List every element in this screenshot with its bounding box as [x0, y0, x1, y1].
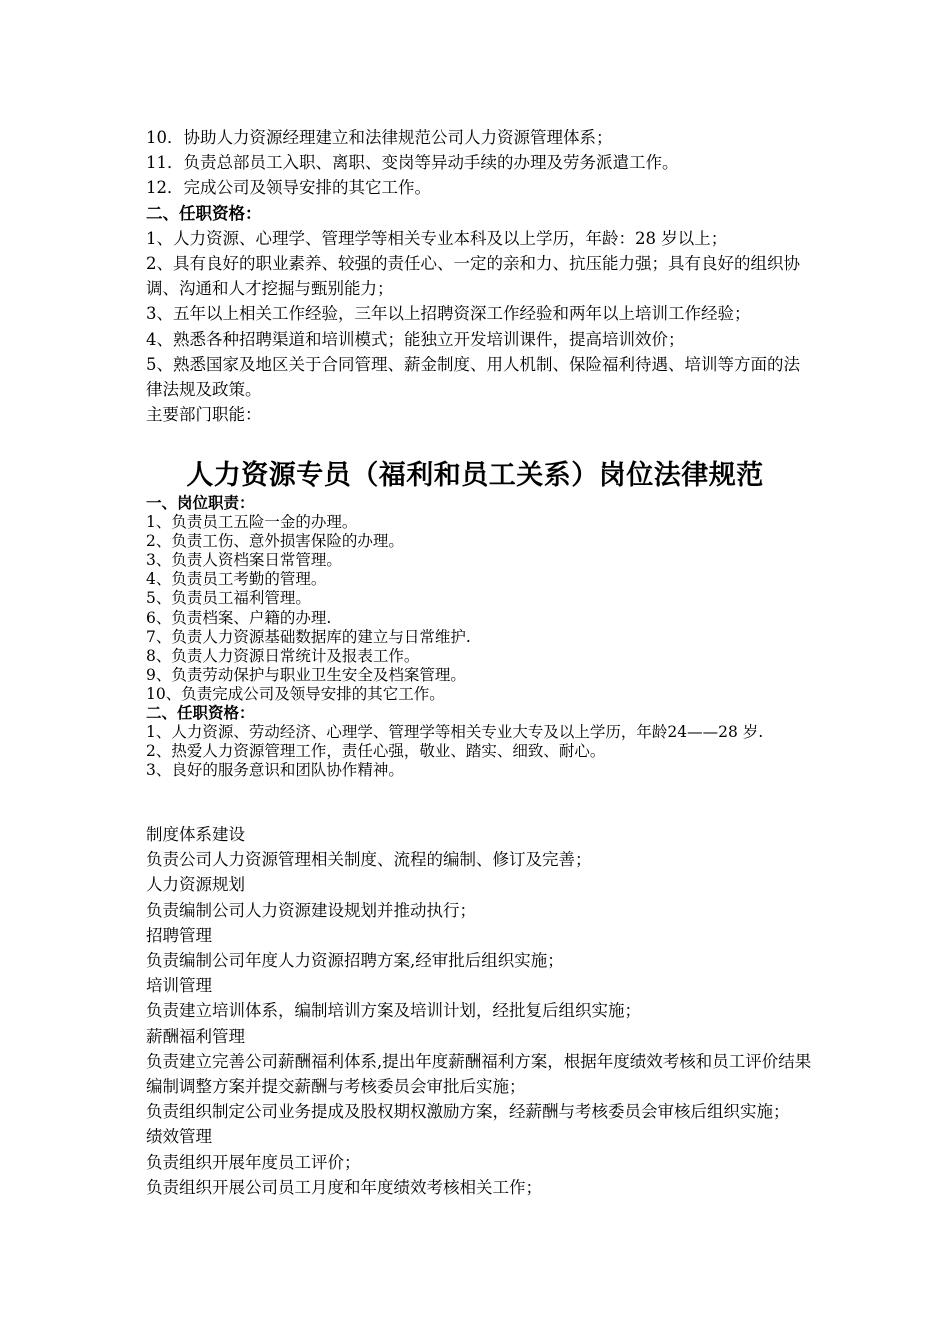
duty-item: 5、负责员工福利管理。: [146, 589, 311, 608]
duty-item: 3、负责人资档案日常管理。: [146, 551, 342, 570]
function-text: 负责组织制定公司业务提成及股权期权激励方案，经薪酬与考核委员会审核后组织实施；: [146, 1102, 790, 1122]
function-text: 负责组织开展公司员工月度和年度绩效考核相关工作；: [146, 1177, 542, 1197]
function-text: 负责组织开展年度员工评价；: [146, 1152, 361, 1172]
function-heading: 招聘管理: [146, 925, 212, 945]
function-text: 负责公司人力资源管理相关制度、流程的编制、修订及完善；: [146, 850, 592, 870]
function-heading: 薪酬福利管理: [146, 1026, 245, 1046]
section-job-duties-continued: [146, 125, 814, 427]
function-text: 负责建立完善公司薪酬福利体系,提出年度薪酬福利方案，根据年度绩效考核和员工评价结果编制调整方案并提交薪酬与考核委员会审批后实施；: [146, 1051, 812, 1097]
qualification-item: 2、热爱人力资源管理工作，责任心强，敬业、踏实、细致、耐心。: [146, 742, 606, 761]
function-heading: 绩效管理: [146, 1127, 212, 1147]
function-text: 负责编制公司人力资源建设规划并推动执行；: [146, 900, 476, 920]
duty-item-12: 12．完成公司及领导安排的其它工作。: [146, 178, 431, 198]
duty-item: 8、负责人力资源日常统计及报表工作。: [146, 646, 420, 665]
qualifications-heading: 二、任职资格：: [146, 203, 262, 223]
qualification-item-3: 3、五年以上相关工作经验，三年以上招聘资深工作经验和两年以上培训工作经验；: [146, 304, 751, 324]
function-heading: 培训管理: [146, 976, 212, 996]
section-department-functions: [146, 822, 814, 1200]
function-text: 负责建立培训体系，编制培训方案及培训计划，经批复后组织实施；: [146, 1001, 641, 1021]
qualifications-heading: 二、任职资格：: [146, 704, 255, 723]
qualification-item-5: 5、熟悉国家及地区关于合同管理、薪金制度、用人机制、保险福利待遇、培训等方面的法律法规及政策。: [146, 354, 800, 400]
duty-item: 7、负责人力资源基础数据库的建立与日常维护.: [146, 627, 471, 646]
qualification-item: 1、人力资源、劳动经济、心理学、管理学等相关专业大专及以上学历，年龄24——28 岁.: [146, 723, 764, 742]
duty-item: 4、负责员工考勤的管理。: [146, 570, 327, 589]
qualification-item: 3、良好的服务意识和团队协作精神。: [146, 761, 404, 780]
function-text: 负责编制公司年度人力资源招聘方案,经审批后组织实施；: [146, 951, 564, 971]
duty-item: 6、负责档案、户籍的办理.: [146, 608, 332, 627]
function-heading: 人力资源规划: [146, 875, 245, 895]
duty-item-11: 11．负责总部员工入职、离职、变岗等异动手续的办理及劳务派遣工作。: [146, 153, 679, 173]
department-functions-label: 主要部门职能：: [146, 405, 262, 425]
job-duties-heading: 一、岗位职责：: [146, 494, 255, 512]
duty-item: 9、负责劳动保护与职业卫生安全及档案管理。: [146, 665, 466, 684]
qualification-item-2: 2、具有良好的职业素养、较强的责任心、一定的亲和力、抗压能力强；具有良好的组织协调、沟通和人才挖掘与甄别能力；: [146, 254, 800, 299]
duty-item-10: 10．协助人力资源经理建立和法律规范公司人力资源管理体系；: [146, 128, 613, 147]
duty-item: 10、负责完成公司及领导安排的其它工作。: [146, 684, 445, 703]
qualification-item-1: 1、人力资源、心理学、管理学等相关专业本科及以上学历，年龄：28 岁以上；: [146, 228, 728, 248]
section-hr-specialist: [146, 494, 814, 780]
duty-item: 2、负责工伤、意外损害保险的办理。: [146, 532, 404, 551]
duty-item: 1、负责员工五险一金的办理。: [146, 513, 358, 532]
function-heading: 制度体系建设: [146, 825, 245, 844]
document-title: 人力资源专员（福利和员工关系）岗位法律规范: [186, 460, 764, 491]
qualification-item-4: 4、熟悉各种招聘渠道和培训模式；能独立开发培训课件，提高培训效价；: [146, 329, 685, 349]
